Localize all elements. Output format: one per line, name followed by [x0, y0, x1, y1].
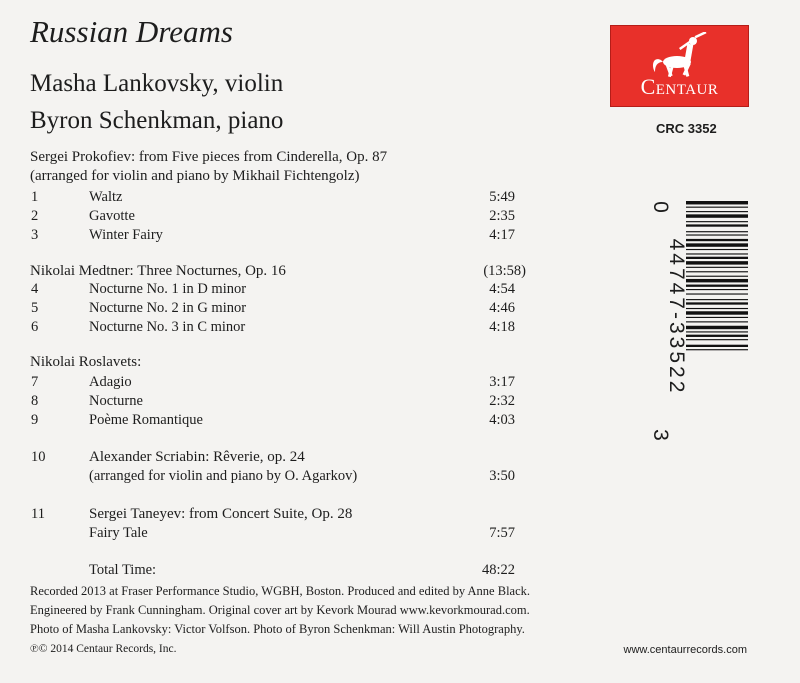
barcode-bars: [686, 201, 748, 441]
barcode-bar: [686, 243, 748, 246]
track-title: (arranged for violin and piano by O. Agarkov): [89, 468, 358, 484]
credits-line: Engineered by Frank Cunningham. Original cover art by Kevork Mourad www.kevorkmourad.com.: [30, 603, 530, 617]
label-name: Centaur: [640, 74, 719, 99]
track-title: Sergei Taneyev: from Concert Suite, Op. 28: [89, 506, 353, 522]
barcode-bar: [686, 249, 748, 250]
track-number: 1: [31, 189, 39, 205]
track-time: 4:18: [489, 319, 515, 335]
barcode-bar: [686, 335, 748, 337]
barcode-digits: [646, 195, 686, 445]
track-title: Alexander Scriabin: Rêverie, op. 24: [89, 449, 305, 465]
track-title: Winter Fairy: [89, 227, 163, 243]
barcode-bar: [686, 299, 748, 300]
section-heading: Nikolai Medtner: Three Nocturnes, Op. 16: [30, 263, 286, 279]
catalog-number: CRC 3352: [656, 121, 717, 136]
track-number: 5: [31, 300, 39, 316]
track-number: 4: [31, 281, 39, 297]
performer-violin: Masha Lankovsky, violin: [30, 70, 284, 97]
performer-piano: Byron Schenkman, piano: [30, 107, 284, 134]
track-time: 4:03: [489, 412, 515, 428]
track-title: Gavotte: [89, 208, 135, 224]
track-row: [0, 449, 800, 469]
barcode-bar: [686, 214, 748, 217]
barcode-bar: [686, 211, 748, 212]
track-time: 3:50: [489, 468, 515, 484]
section-total-time: (13:58): [483, 263, 526, 279]
track-title: Poème Romantique: [89, 412, 203, 428]
barcode-bar: [686, 201, 748, 204]
section-heading: Sergei Prokofiev: from Five pieces from Cinderella, Op. 87: [30, 149, 388, 165]
barcode-bar: [686, 207, 748, 208]
total-time: 48:22: [481, 562, 515, 578]
barcode: [650, 183, 750, 443]
total-label: Total Time:: [89, 562, 157, 578]
centaur-logo: [610, 25, 749, 107]
barcode-bar: [686, 224, 748, 226]
album-title: Russian Dreams: [30, 14, 233, 49]
barcode-bar: [686, 234, 748, 235]
barcode-bar: [686, 279, 748, 282]
barcode-bar: [686, 302, 748, 304]
track-title: Nocturne: [89, 393, 143, 409]
track-number: 6: [31, 319, 39, 335]
track-number: 11: [31, 506, 45, 522]
barcode-digit: 0: [648, 201, 672, 213]
centaur-icon: [649, 32, 709, 78]
website-url: www.centaurrecords.com: [623, 644, 747, 656]
track-row: [0, 525, 800, 545]
track-time: 2:32: [489, 393, 515, 409]
track-number: 2: [31, 208, 39, 224]
barcode-bar: [686, 317, 748, 318]
barcode-bar: [686, 345, 748, 347]
track-time: 7:57: [489, 525, 515, 541]
barcode-digit: 44747-33522: [665, 238, 688, 396]
barcode-bar: [686, 321, 748, 322]
track-time: 3:17: [489, 374, 515, 390]
barcode-bar: [686, 239, 748, 241]
barcode-bar: [686, 261, 748, 264]
barcode-bar: [686, 267, 748, 268]
track-row: [0, 468, 800, 488]
track-title: Waltz: [89, 189, 123, 205]
track-row: [0, 506, 800, 526]
track-time: 2:35: [489, 208, 515, 224]
barcode-bar: [686, 285, 748, 287]
credits-line: Photo of Masha Lankovsky: Victor Volfson. Photo of Byron Schenkman: Will Austin Photography.: [30, 622, 525, 636]
track-number: 3: [31, 227, 39, 243]
barcode-bar: [686, 326, 748, 329]
barcode-bar: [686, 293, 748, 294]
track-time: 4:54: [489, 281, 515, 297]
track-title: Nocturne No. 2 in G minor: [89, 300, 247, 316]
track-time: 4:46: [489, 300, 515, 316]
total-row: [0, 562, 800, 582]
track-number: 8: [31, 393, 39, 409]
barcode-bar: [686, 276, 748, 277]
barcode-digit: 3: [648, 429, 672, 441]
credits-line: Recorded 2013 at Fraser Performance Studio, WGBH, Boston. Produced and edited by Anne Black.: [30, 584, 531, 598]
barcode-bar: [686, 271, 748, 272]
barcode-bar: [686, 257, 748, 259]
barcode-bar: [686, 289, 748, 290]
barcode-bar: [686, 339, 748, 340]
track-number: 10: [31, 449, 46, 465]
copyright: ℗© 2014 Centaur Records, Inc.: [30, 643, 177, 655]
track-number: 7: [31, 374, 39, 390]
track-title: Nocturne No. 3 in C minor: [89, 319, 246, 335]
track-title: Fairy Tale: [89, 525, 148, 541]
barcode-bar: [686, 231, 748, 232]
track-title: Nocturne No. 1 in D minor: [89, 281, 247, 297]
barcode-bar: [686, 308, 748, 309]
barcode-bar: [686, 331, 748, 332]
track-time: 5:49: [489, 189, 515, 205]
barcode-bar: [686, 221, 748, 222]
track-number: 9: [31, 412, 39, 428]
section-heading: Nikolai Roslavets:: [30, 354, 142, 370]
barcode-bar: [686, 253, 748, 254]
track-title: Adagio: [89, 374, 132, 390]
barcode-bar: [686, 349, 748, 350]
track-time: 4:17: [489, 227, 515, 243]
barcode-bar: [686, 311, 748, 314]
section-heading: (arranged for violin and piano by Mikhail Fichtengolz): [30, 168, 360, 184]
